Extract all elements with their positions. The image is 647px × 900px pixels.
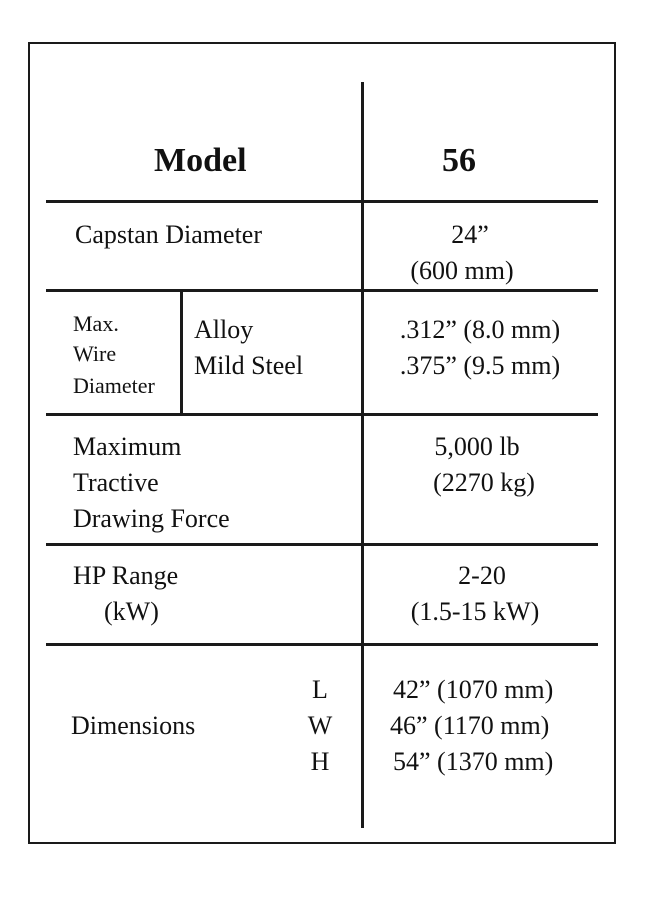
force-value-lb: 5,000 lb [434,432,520,461]
wire-value-mild-steel: .375” (9.5 mm) [399,351,561,380]
wire-material-mild-steel: Mild Steel [194,351,304,380]
dimension-value-height: 54” (1370 mm) [393,747,554,776]
row-divider-force [46,543,598,546]
wire-label-line-2: Wire [73,341,117,366]
wire-label-line-1: Max. [73,311,119,336]
model-header-label: Model [154,142,247,179]
hp-label-line-1: HP Range [73,561,179,590]
row-divider-hp [46,643,598,646]
row-divider-header [46,200,598,203]
dimension-axis-height: H [310,747,330,776]
hp-label-line-2: (kW) [104,597,159,626]
model-header-value: 56 [442,142,476,179]
dimension-axis-width: W [307,711,333,740]
row-divider-capstan [46,289,598,292]
row-divider-wire [46,413,598,416]
capstan-diameter-mm: (600 mm) [410,256,514,285]
wire-material-alloy: Alloy [194,315,254,344]
force-label-line-1: Maximum [73,432,182,461]
dimension-value-width: 46” (1170 mm) [390,711,550,740]
wire-label-line-3: Diameter [73,373,155,398]
dimension-value-length: 42” (1070 mm) [393,675,554,704]
hp-value-kw: (1.5-15 kW) [410,597,540,626]
force-label-line-2: Tractive [73,468,159,497]
hp-value: 2-20 [458,561,506,590]
wire-subcolumn-divider [180,291,183,415]
dimension-axis-length: L [312,675,328,704]
force-label-line-3: Drawing Force [73,504,230,533]
capstan-diameter-inches: 24” [451,220,489,249]
force-value-kg: (2270 kg) [433,468,535,497]
capstan-diameter-label: Capstan Diameter [75,220,262,249]
wire-value-alloy: .312” (8.0 mm) [399,315,561,344]
dimensions-label: Dimensions [71,711,196,740]
